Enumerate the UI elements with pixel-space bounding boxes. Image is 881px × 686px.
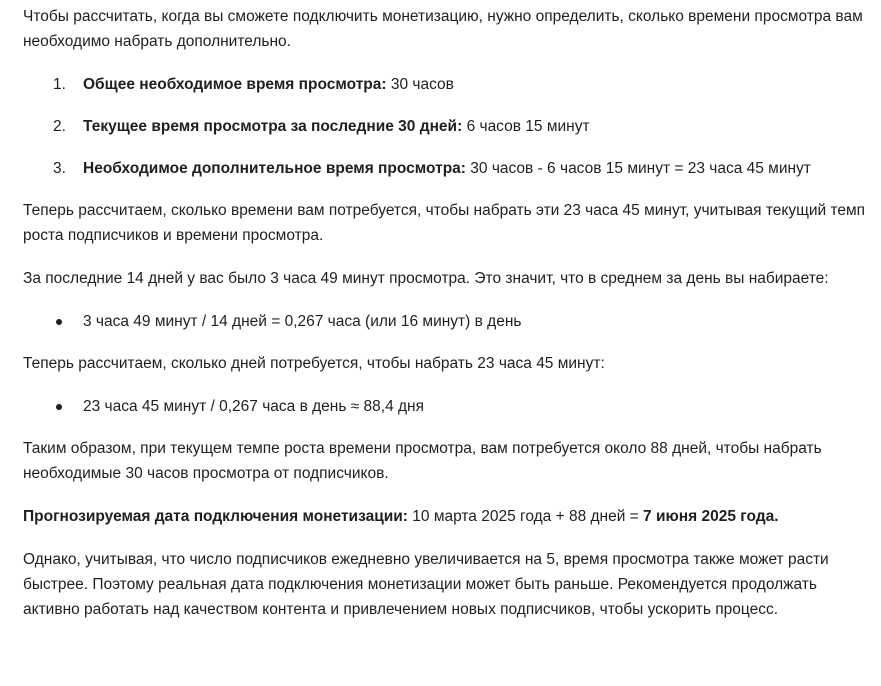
steps-list [23, 72, 881, 181]
list-item [23, 309, 881, 334]
step-number: 3. [53, 160, 66, 177]
step-item [23, 72, 881, 97]
step-value: 30 часов [390, 76, 454, 93]
forecast-calc: 10 марта 2025 года + 88 дней = [412, 508, 639, 525]
step-label: Необходимое дополнительное время просмотра: [83, 160, 466, 177]
bullet-text: 3 часа 49 минут / 14 дней = 0,267 часа (или 16 минут) в день [83, 313, 522, 330]
step-label: Текущее время просмотра за последние 30 дней: [83, 118, 463, 135]
final-paragraph: Однако, учитывая, что число подписчиков ежедневно увеличивается на 5, время просмотра также может расти быстрее. Поэтому реальная дата подключения монетизации может быть раньше. Рекомендуется продолжать активно работать над качеством контента и привлечением новых подписчиков, чтобы ускорить процесс. [23, 551, 829, 618]
step-item [23, 156, 881, 181]
forecast-result: 7 июня 2025 года. [643, 508, 779, 525]
list-item [23, 394, 881, 419]
intro-paragraph: Чтобы рассчитать, когда вы сможете подключить монетизацию, нужно определить, сколько времени просмотра вам необходимо набрать дополнительно. [23, 8, 863, 50]
bullet-icon [56, 404, 62, 410]
conclusion-paragraph: Таким образом, при текущем темпе роста времени просмотра, вам потребуется около 88 дней, чтобы набрать необходимые 30 часов просмотра от подписчиков. [23, 440, 822, 482]
bullet-icon [56, 319, 62, 325]
step-value: 30 часов - 6 часов 15 минут = 23 часа 45 минут [470, 160, 811, 177]
step-item [23, 114, 881, 139]
step-label: Общее необходимое время просмотра: [83, 76, 387, 93]
step-value: 6 часов 15 минут [466, 118, 590, 135]
step-number: 2. [53, 118, 66, 135]
last14-paragraph: За последние 14 дней у вас было 3 часа 49 минут просмотра. Это значит, что в среднем за день вы набираете: [23, 270, 829, 287]
daily-list [23, 309, 881, 334]
bullet-text: 23 часа 45 минут / 0,267 часа в день ≈ 88,4 дня [83, 398, 425, 415]
days-paragraph: Теперь рассчитаем, сколько дней потребуется, чтобы набрать 23 часа 45 минут: [23, 355, 605, 372]
forecast-line [23, 504, 873, 529]
days-list [23, 394, 881, 419]
calc-intro-paragraph: Теперь рассчитаем, сколько времени вам потребуется, чтобы набрать эти 23 часа 45 минут, учитывая текущий темп роста подписчиков и времени просмотра. [23, 202, 866, 244]
forecast-label: Прогнозируемая дата подключения монетизации: [23, 508, 408, 525]
step-number: 1. [53, 76, 66, 93]
